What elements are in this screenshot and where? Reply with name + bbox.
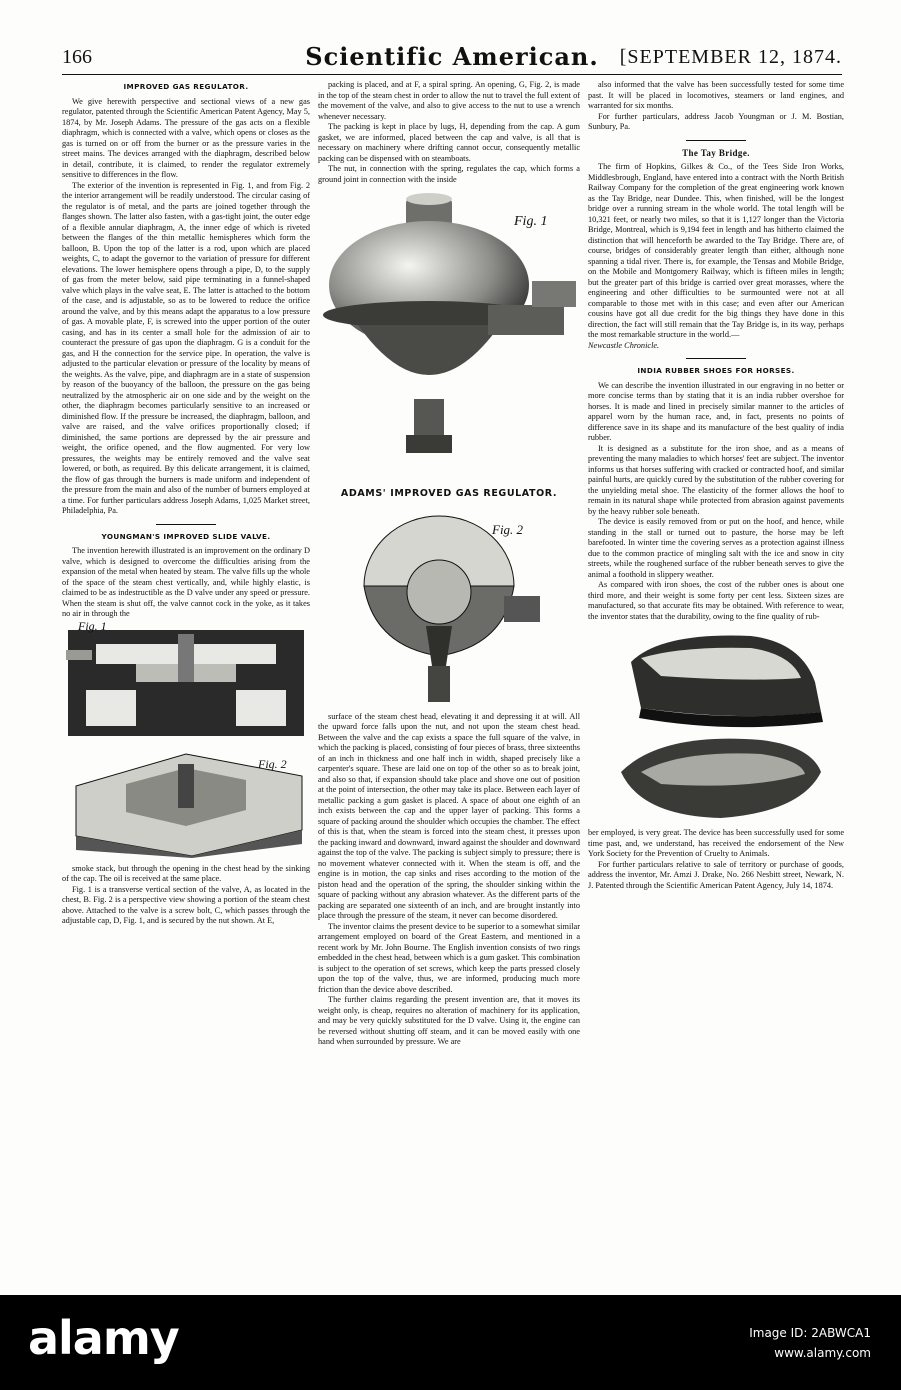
fig1-label: Fig. 1 [514,214,548,229]
column-2 [318,80,580,1220]
divider [686,358,746,359]
slide-valve-paragraph: The packing is kept in place by lugs, H, depending from the cap. A gum gasket, we are informed, placed between the cap and valve, is all that is necessary on machinery where drifting cannot occur, consequently metallic packing can be dispensed with on steamboats. [318,122,580,163]
column-1 [62,80,310,1220]
gas-regulator-paragraph: The exterior of the invention is represented in Fig. 1, and from Fig. 2 the interior arrangement will be readily understood. The circular casing of the regulator is of metal, and the parts are joined together through the flanges shown. The latter also fasten, with a gas-tight joint, the outer edge of a flexible annular diaphragm, A, the inner edge of which is riveted between the flanges of the thin metallic hemispheres which form the balloon, B. Upon the top of the latter is a rod, upon which are placed weights, C, to adapt the governor to the variation of pressure for different elevations. The lower hemisphere opens through a pipe, D, to the supply of gas from the meter below, said pipe terminating in a funnel-shaped valve which plays in the valve seat, E. The latter is attached to the bottom of the case, and is adjustable, so as to be lowered to reduce the orifice around the valve, and by this means adapt the apparatus to a low pressure of gas. A movable plate, F, is screwed into the upper portion of the outer casing, and has in its center a small hole for the admission of air to counteract the pressure of gas upon the diaphragm. G is a conduit for the gas, and H the connection for the service pipe. In operation, the valve is adjusted to the particular elevation or pressure of the locality by means of the weights. As the valve, pipe, and diaphragm are in a state of suspension by reason of the buoyancy of the balloon, the pressure on the gas being neutralized by the atmospheric air on one side and by the weight on the other, the diaphragm becomes particularly sensitive to an increased or diminished flow. If the pressure be increased, the diaphragm, balloon, and valve are raised, and the valve orifices proportionally closed; if diminished, the same portions are depressed by the air pressure and weight, the orifice opened, and the flow augmented. For very low pressures, the weights may be entirely removed and the valve seat lowered, or both, as required. By this delicate arrangement, it is claimed, the flow of gas through the burners is made uniform and independent of the pressure from the main and also of the number of burners employed at a time. For further particulars address Joseph Adams, 1,025 Market street, Philadelphia, Pa. [62,180,310,515]
watermark-text [749,1323,871,1363]
rubber-shoes-paragraph: For further particulars relative to sale of territory or purchase of goods, address the inventor, Mr. Amzi J. Drake, No. 266 Nesbitt street, Newark, N. J. Patented through the Scientific American Patent Agency, July 14, 1874. [588,859,844,890]
rubber-shoe-illustration [601,622,831,822]
slide-valve-fig2-illustration [66,746,306,858]
rubber-shoes-paragraph: The device is easily removed from or put on the hoof, and hence, while standing in the stall or turned out to pasture, the horse may be left barefooted. In winter time the covering serves as a protection against illness due to the common practice of mingling salt with the ice and snow in city streets, while the roughened surface of the rubber beneath serves to give the animal a foothold in slippery weather. [588,517,844,579]
rubber-shoes-paragraph: It is designed as a substitute for the iron shoe, and as a means of preventing the many maladies to which horses' feet are subject. The inventor informs us that horses suffering with cracked or contracted hoof, and similar painful hurts, are quickly cured by the substitution of the rubber covering for the unyielding metal shoe. The elasticity of the former allows the hoof to remain in its natural shape while protected from abrasion against pavements by the heavy rubber sole beneath. [588,443,844,516]
tay-bridge-paragraph: The firm of Hopkins, Gilkes & Co., of the Tees Side Iron Works, Middlesbrough, England, have entered into a contract with the North British Railway Company for the completion of the great engineering work known as the Tay Bridge, near Dundee. This, when finished, will be the longest bridge over a running stream in the whole world. The total length will be 10,321 feet, or nearly two miles, so that it is 1,127 longer than the Victoria Bridge, Montreal, which is 9,194 feet in length and has hitherto claimed the distinction that will henceforth be awarded to the Tay Bridge. There are, of course, bridges of considerably greater length than either, although none spanning a tidal river. There is, for example, the Tensas and Mobile Bridge, on the Mobile and Montgomery Railway, which is fifteen miles in length; but the greater part of this bridge is carried over great morasses, where the engineering and other difficulties to be surmounted were not at all comparable to those met with in this case; and even after our American cousins have got all due credit for the big things they have done in this direction, the fact will still remain that the Tay Bridge is, in its way, perhaps the most remarkable structure in the world.— [588,162,844,339]
image-id: Image ID: 2ABWCA1 [749,1326,871,1340]
page-header [62,40,842,75]
fig1-label: Fig. 1 [78,619,107,633]
slide-valve-paragraph: packing is placed, and at F, a spiral spring. An opening, G, Fig. 2, is made in the top of the steam chest in order to allow the nut to travel the full extent of the movement of the valve, and also to give access to the nut to use a wrench whenever necessary. [318,80,580,121]
slide-valve-paragraph: smoke stack, but through the opening in the chest head by the sinking of the cap. The oil is received at the same place. [62,863,310,883]
page-number: 166 [62,46,92,68]
slide-valve-paragraph: The invention herewith illustrated is an improvement on the ordinary D valve, which is designed to overcome the difficulties arising from the expansion of the metal when heated by steam. The valve fills up the whole of the space of the steam chest vertically, and, while highly elastic, is claimed to be as indestructible as the D valve under any speed or pressure. When the steam is shut off, the valve cannot cock in the yoke, as it takes no air in through the [62,546,310,618]
divider [156,524,216,525]
figure-caption: ADAMS' IMPROVED GAS REGULATOR. [340,488,558,499]
fig2-label: Fig. 2 [492,521,524,537]
gas-regulator-paragraph: We give herewith perspective and sectional views of a new gas regulator, patented through the Scientific American Patent Agency, May 5, 1874, by Mr. Joseph Adams. The pressure of the gas acts on a flexible diaphragm, which is connected with a valve, which opens or closes as the gas is turned on or off from the burner or as the pressure varies in the street mains. The devices arranged with the diaphragm, described below in detail, contribute, it is claimed, to render the regulator extremely sensitive to differences in the flow. [62,96,310,179]
column-3 [588,80,844,1220]
alamy-logo: alamy [28,1311,179,1365]
gas-regulator-fig2-illustration [354,506,544,706]
rubber-shoes-paragraph: ber employed, is very great. The device has been successfully used for some time past, and, we understand, has received the endorsement of the New York Society for the Prevention of Cruelty to Animals. [588,828,844,858]
website: www.alamy.com [774,1346,871,1360]
slide-valve-paragraph: also informed that the valve has been successfully tested for some time past. It will be placed in locomotives, steamers or land engines, and warranted for six months. [588,80,844,110]
slide-valve-paragraph: surface of the steam chest head, elevating it and depressing it at will. All the upward force falls upon the nut, and not upon the steam chest head. Between the valve and the cap exists a space the full square of the valve, in which the packing is placed, consisting of four pieces of brass, three sixteenths of an inch in thickness and one half inch in width, shaped precisely like a carpenter's square. These are laid one on top of the other so as to break joint, and also so that, if expansion should take place and shove one out of position at the point of intersection, the other may take its place. Between each layer of metallic packing a gum gasket is placed. A space of about one eighth of an inch exists between the cap and the upper layer of packing. This forms a square of packing around the shoulder which occupies the chamber. The effect of this is that, when the steam is forced into the steam chest, it presses upon the packing inward and downward, inward against the shoulder and downward against the top of the valve. The packing is subject simply to pressure; there is no movement whatever connected with it. When the steam is off, and the engine is in motion, the cap sinks and rises according to the motion of the piston head and the operation of the spring, the shoulder sinking within the square of packing without any abrasion whatever. As the different parts of the packing are separated one sixteenth of an inch, and are brought instantly into place through the pressure of the steam, it never can become disordered. [318,711,580,920]
slide-valve-paragraph: The inventor claims the present device to be superior to a somewhat similar arrangement employed on board of the Great Eastern, and mentioned in a recent work by Mr. John Bourne. The English invention consists of two rings embedded in the chest head, between which is a gum gasket. This combination is subject to the operation of set screws, which keep the parts pressed closely upon the top of the valve, thus, we are informed, producing much more friction than the device above described. [318,921,580,994]
slide-valve-paragraph: The nut, in connection with the spring, regulates the cap, which forms a ground joint in connection with the inside [318,164,580,184]
issue-date: [SEPTEMBER 12, 1874. [619,46,842,68]
slide-valve-fig1-illustration [66,620,306,740]
slide-valve-paragraph: The further claims regarding the present invention are, that it moves its weight only, is cheap, requires no alteration of machinery for its application, and may be very quickly substituted for the D valve. Using it, the engine can be reversed without shutting off steam, and it can be moved easily with one hand when surrounded by pressure. We are [318,995,580,1046]
masthead: Scientific American. [305,42,599,71]
slide-valve-paragraph: Fig. 1 is a transverse vertical section of the valve, A, as located in the chest, B. Fig. 2 is a perspective view showing a portion of the steam chest above. Attached to the valve is a screw bolt, C, which passes through the adjustable cap, D, Fig. 1, and is secured by the nut shown. At E, [62,884,310,925]
attribution: Newcastle Chronicle. [588,340,660,350]
slide-valve-paragraph: For further particulars, address Jacob Youngman or J. M. Bostian, Sunbury, Pa. [588,111,844,131]
article-title-gas-regulator: IMPROVED GAS REGULATOR. [123,82,249,91]
article-title-slide-valve: YOUNGMAN'S IMPROVED SLIDE VALVE. [101,531,271,541]
gas-regulator-fig1-illustration [318,185,580,485]
watermark-banner [0,1295,901,1390]
divider [686,140,746,141]
rubber-shoes-paragraph: We can describe the invention illustrated in our engraving in no better or more concise terms than by stating that it is an india rubber overshoe for horses. It is made and lined in precisely similar manner to the articles of apparel worn by the human race, and, in fact, presents no points of difference save in its shape and its manufacture of the best quality of india rubber. [588,380,844,442]
rubber-shoes-paragraph: As compared with iron shoes, the cost of the rubber ones is about one third more, and their weight is some forty per cent less. Sixteen sizes are manufactured, so that accurate fits may be obtained. With reference to wear, the inventor states that the durability, owing to the fine quality of rub- [588,580,844,621]
article-title-tay-bridge: The Tay Bridge. [682,147,750,158]
article-title-rubber-shoes: INDIA RUBBER SHOES FOR HORSES. [637,366,795,375]
fig2-label: Fig. 2 [258,756,287,771]
